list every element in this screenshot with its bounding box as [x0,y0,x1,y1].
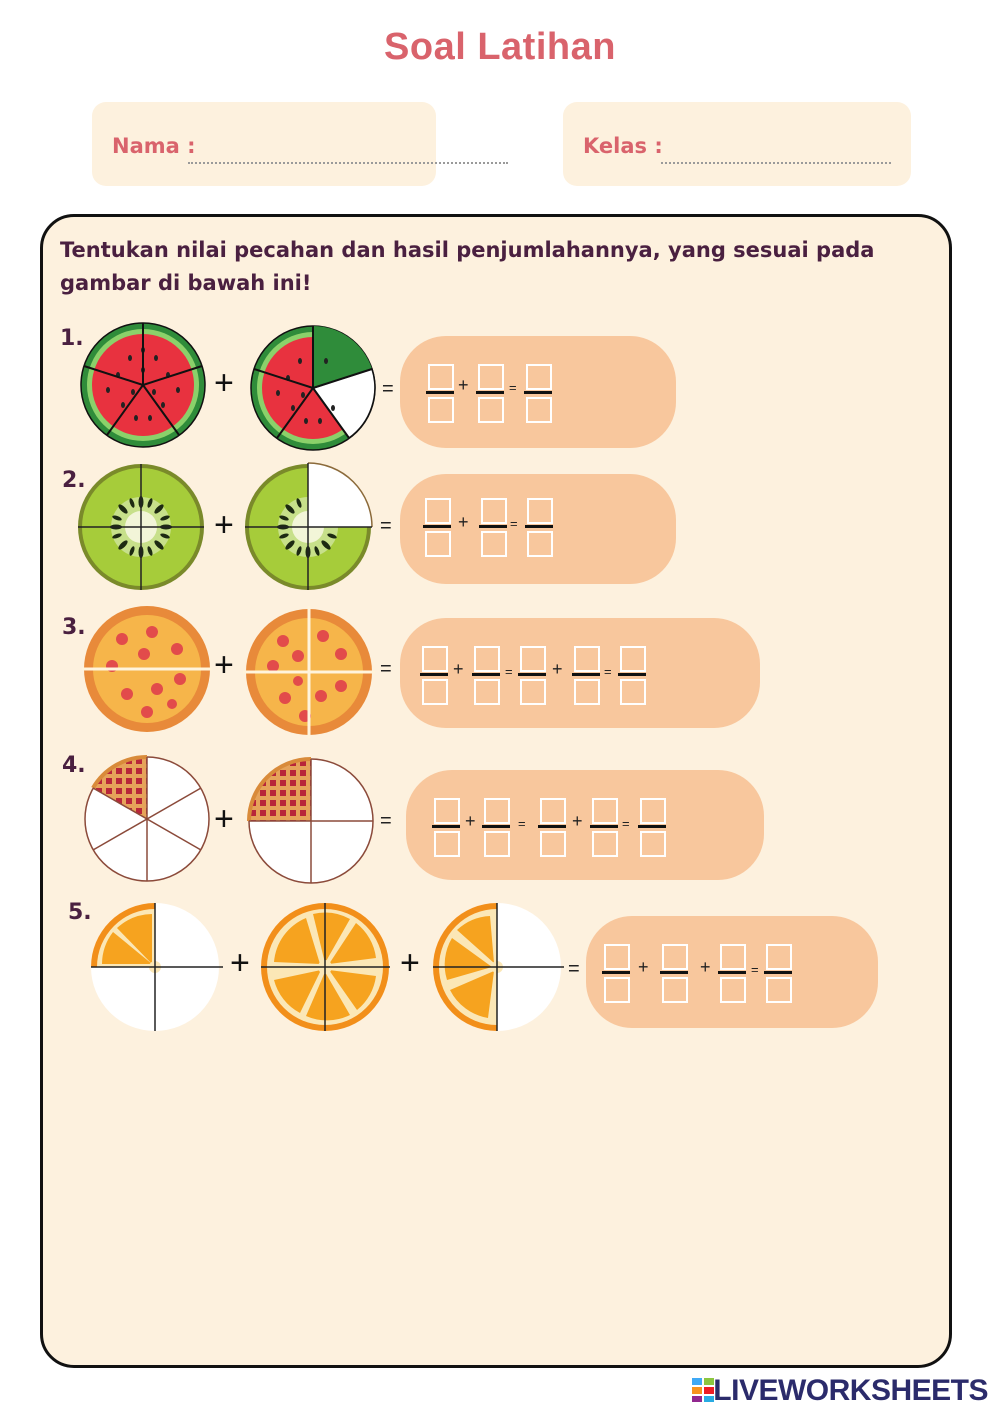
plus-sign: + [214,646,234,684]
plus-sign: + [465,811,476,831]
plus-sign: + [458,375,469,395]
watermelon-partial-image [248,323,378,453]
watermelon-whole-image [78,320,208,450]
question-number-2: 2. [62,468,86,493]
fraction-input[interactable] [474,646,500,704]
page-title: Soal Latihan [384,26,616,68]
equals-sign: = [505,664,513,679]
class-field[interactable] [661,162,891,164]
orange-half-image [430,900,566,1034]
instruction-text: Tentukan nilai pecahan dan hasil penjumlahannya, yang sesuai pada gambar di bawah ini! [60,238,875,295]
fraction-input[interactable] [527,498,553,556]
question-number-1: 1. [60,326,84,351]
fraction-input[interactable] [434,798,460,856]
fraction-input[interactable] [520,646,546,704]
pie-sixths-image [82,754,212,884]
equals-sign: = [751,962,759,977]
pizza-quarter-cut-image [243,606,375,738]
plus-sign: + [700,957,711,977]
fraction-input[interactable] [422,646,448,704]
name-box [92,102,436,186]
fraction-input[interactable] [425,498,451,556]
fraction-input[interactable] [766,944,792,1002]
orange-whole-image [258,900,394,1034]
equals-sign: = [518,816,526,831]
plus-sign: + [453,659,464,679]
equals-sign: = [622,816,630,831]
equals-sign: = [380,515,392,537]
plus-sign: + [552,659,563,679]
equals-sign: = [380,658,392,680]
kiwi-whole-image [76,462,206,592]
fraction-input[interactable] [620,646,646,704]
fraction-input[interactable] [540,798,566,856]
fraction-input[interactable] [640,798,666,856]
fraction-input[interactable] [604,944,630,1002]
pie-quarters-image [246,756,376,886]
fraction-input[interactable] [428,364,454,422]
plus-sign: + [638,957,649,977]
fraction-input[interactable] [478,364,504,422]
equals-sign: = [568,958,580,980]
equals-sign: = [604,664,612,679]
fraction-input[interactable] [720,944,746,1002]
plus-sign: + [230,944,250,982]
question-number-3: 3. [62,615,86,640]
orange-quarter-image [88,900,226,1034]
plus-sign: + [214,800,234,838]
fraction-input[interactable] [592,798,618,856]
equals-sign: = [509,380,517,395]
fraction-input[interactable] [526,364,552,422]
fraction-input[interactable] [481,498,507,556]
question-number-5: 5. [68,900,92,925]
fraction-input[interactable] [574,646,600,704]
plus-sign: + [214,506,234,544]
fraction-input[interactable] [662,944,688,1002]
class-box [563,102,911,186]
plus-sign: + [458,512,469,532]
plus-sign: + [214,364,234,402]
equals-sign: = [382,378,394,400]
plus-sign: + [400,944,420,982]
footer-brand: LIVEWORKSHEETS [713,1374,988,1407]
liveworksheets-logo-icon [692,1378,714,1402]
class-label: Kelas : [583,134,663,158]
question-number-4: 4. [62,753,86,778]
equals-sign: = [380,810,392,832]
plus-sign: + [572,811,583,831]
equals-sign: = [510,516,518,531]
pizza-half-cut-image [82,604,212,734]
name-label: Nama : [112,134,196,158]
fraction-input[interactable] [484,798,510,856]
kiwi-partial-image [243,462,375,592]
name-field[interactable] [188,162,508,164]
